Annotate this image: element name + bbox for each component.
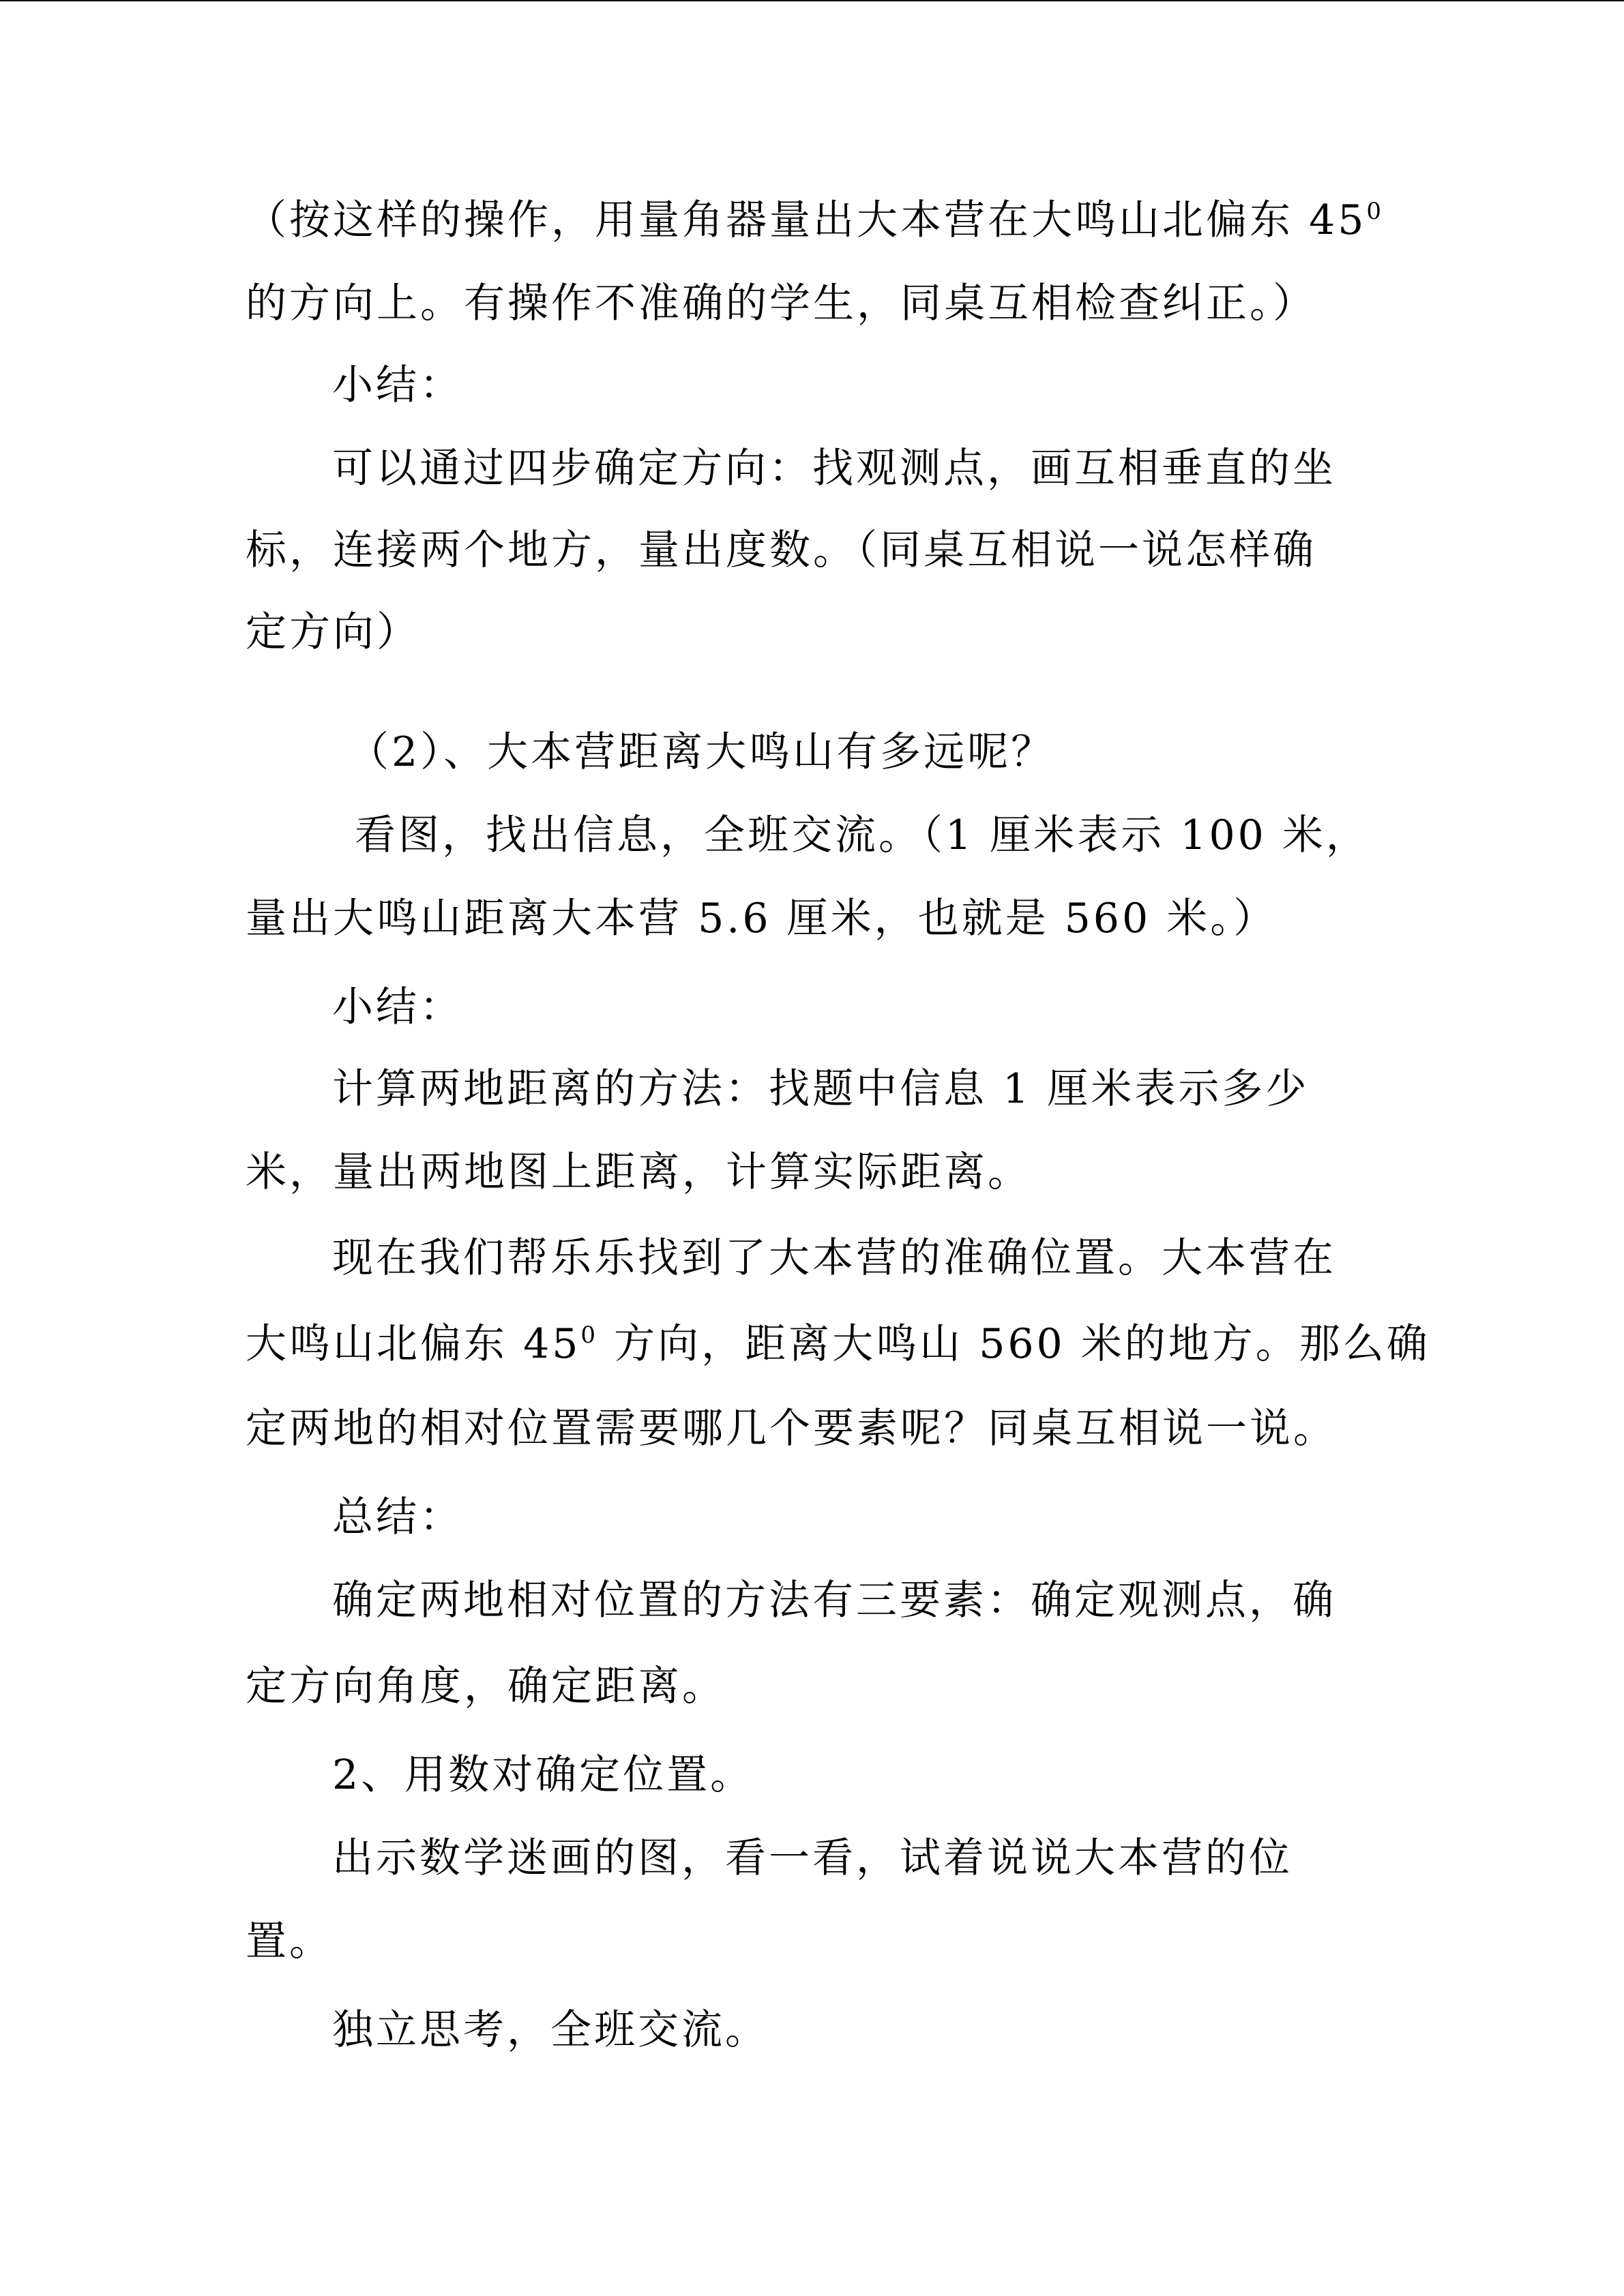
paragraph-line: 的方向上。有操作不准确的学生，同桌互相检查纠正。） [246,280,1316,327]
paragraph-line: 确定两地相对位置的方法有三要素：确定观测点，确 [332,1577,1336,1624]
paragraph-line: 定方向角度，确定距离。 [246,1663,726,1710]
paragraph-line: 现在我们帮乐乐找到了大本营的准确位置。大本营在 [332,1234,1336,1282]
paragraph-line: 计算两地距离的方法：找题中信息 1 厘米表示多少 [332,1065,1310,1113]
top-border-line [0,0,1624,1]
section-heading: 总结： [332,1493,463,1541]
section-heading: （2）、大本营距离大鸣山有多远呢？ [348,728,1055,776]
paragraph-line: 大鸣山北偏东 $45^0$ 方向，距离大鸣山 560 米的地方。那么确 [246,1320,1430,1368]
degree-superscript: 0 [580,1322,599,1349]
paragraph-line: （按这样的操作，用量角器量出大本营在大鸣山北偏东 $45^0$ [246,196,1385,244]
paragraph-line: 定两地的相对位置需要哪几个要素呢？同桌互相说一说。 [246,1405,1337,1452]
section-heading: 小结： [332,361,463,409]
paragraph-line: 独立思考，全班交流。 [332,2006,769,2054]
section-heading: 2、用数对确定位置。 [332,1751,754,1799]
paragraph-line: 可以通过四步确定方向：找观测点，画互相垂直的坐 [332,445,1336,492]
section-heading: 小结： [332,983,463,1031]
paragraph-line: 置。 [246,1918,333,1965]
paragraph-line: 米，量出两地图上距离，计算实际距离。 [246,1148,1031,1196]
paragraph-line: 看图，找出信息，全班交流。（1 厘米表示 100 米， [355,811,1370,859]
paragraph-line: 量出大鸣山距离大本营 5.6 厘米，也就是 560 米。） [246,895,1278,942]
degree-superscript: 0 [1366,198,1385,225]
paragraph-line: 标，连接两个地方，量出度数。（同桌互相说一说怎样确 [246,526,1316,574]
paragraph-line: 出示数学迷画的图，看一看，试着说说大本营的位 [332,1834,1293,1882]
paragraph-line: 定方向） [246,608,420,656]
